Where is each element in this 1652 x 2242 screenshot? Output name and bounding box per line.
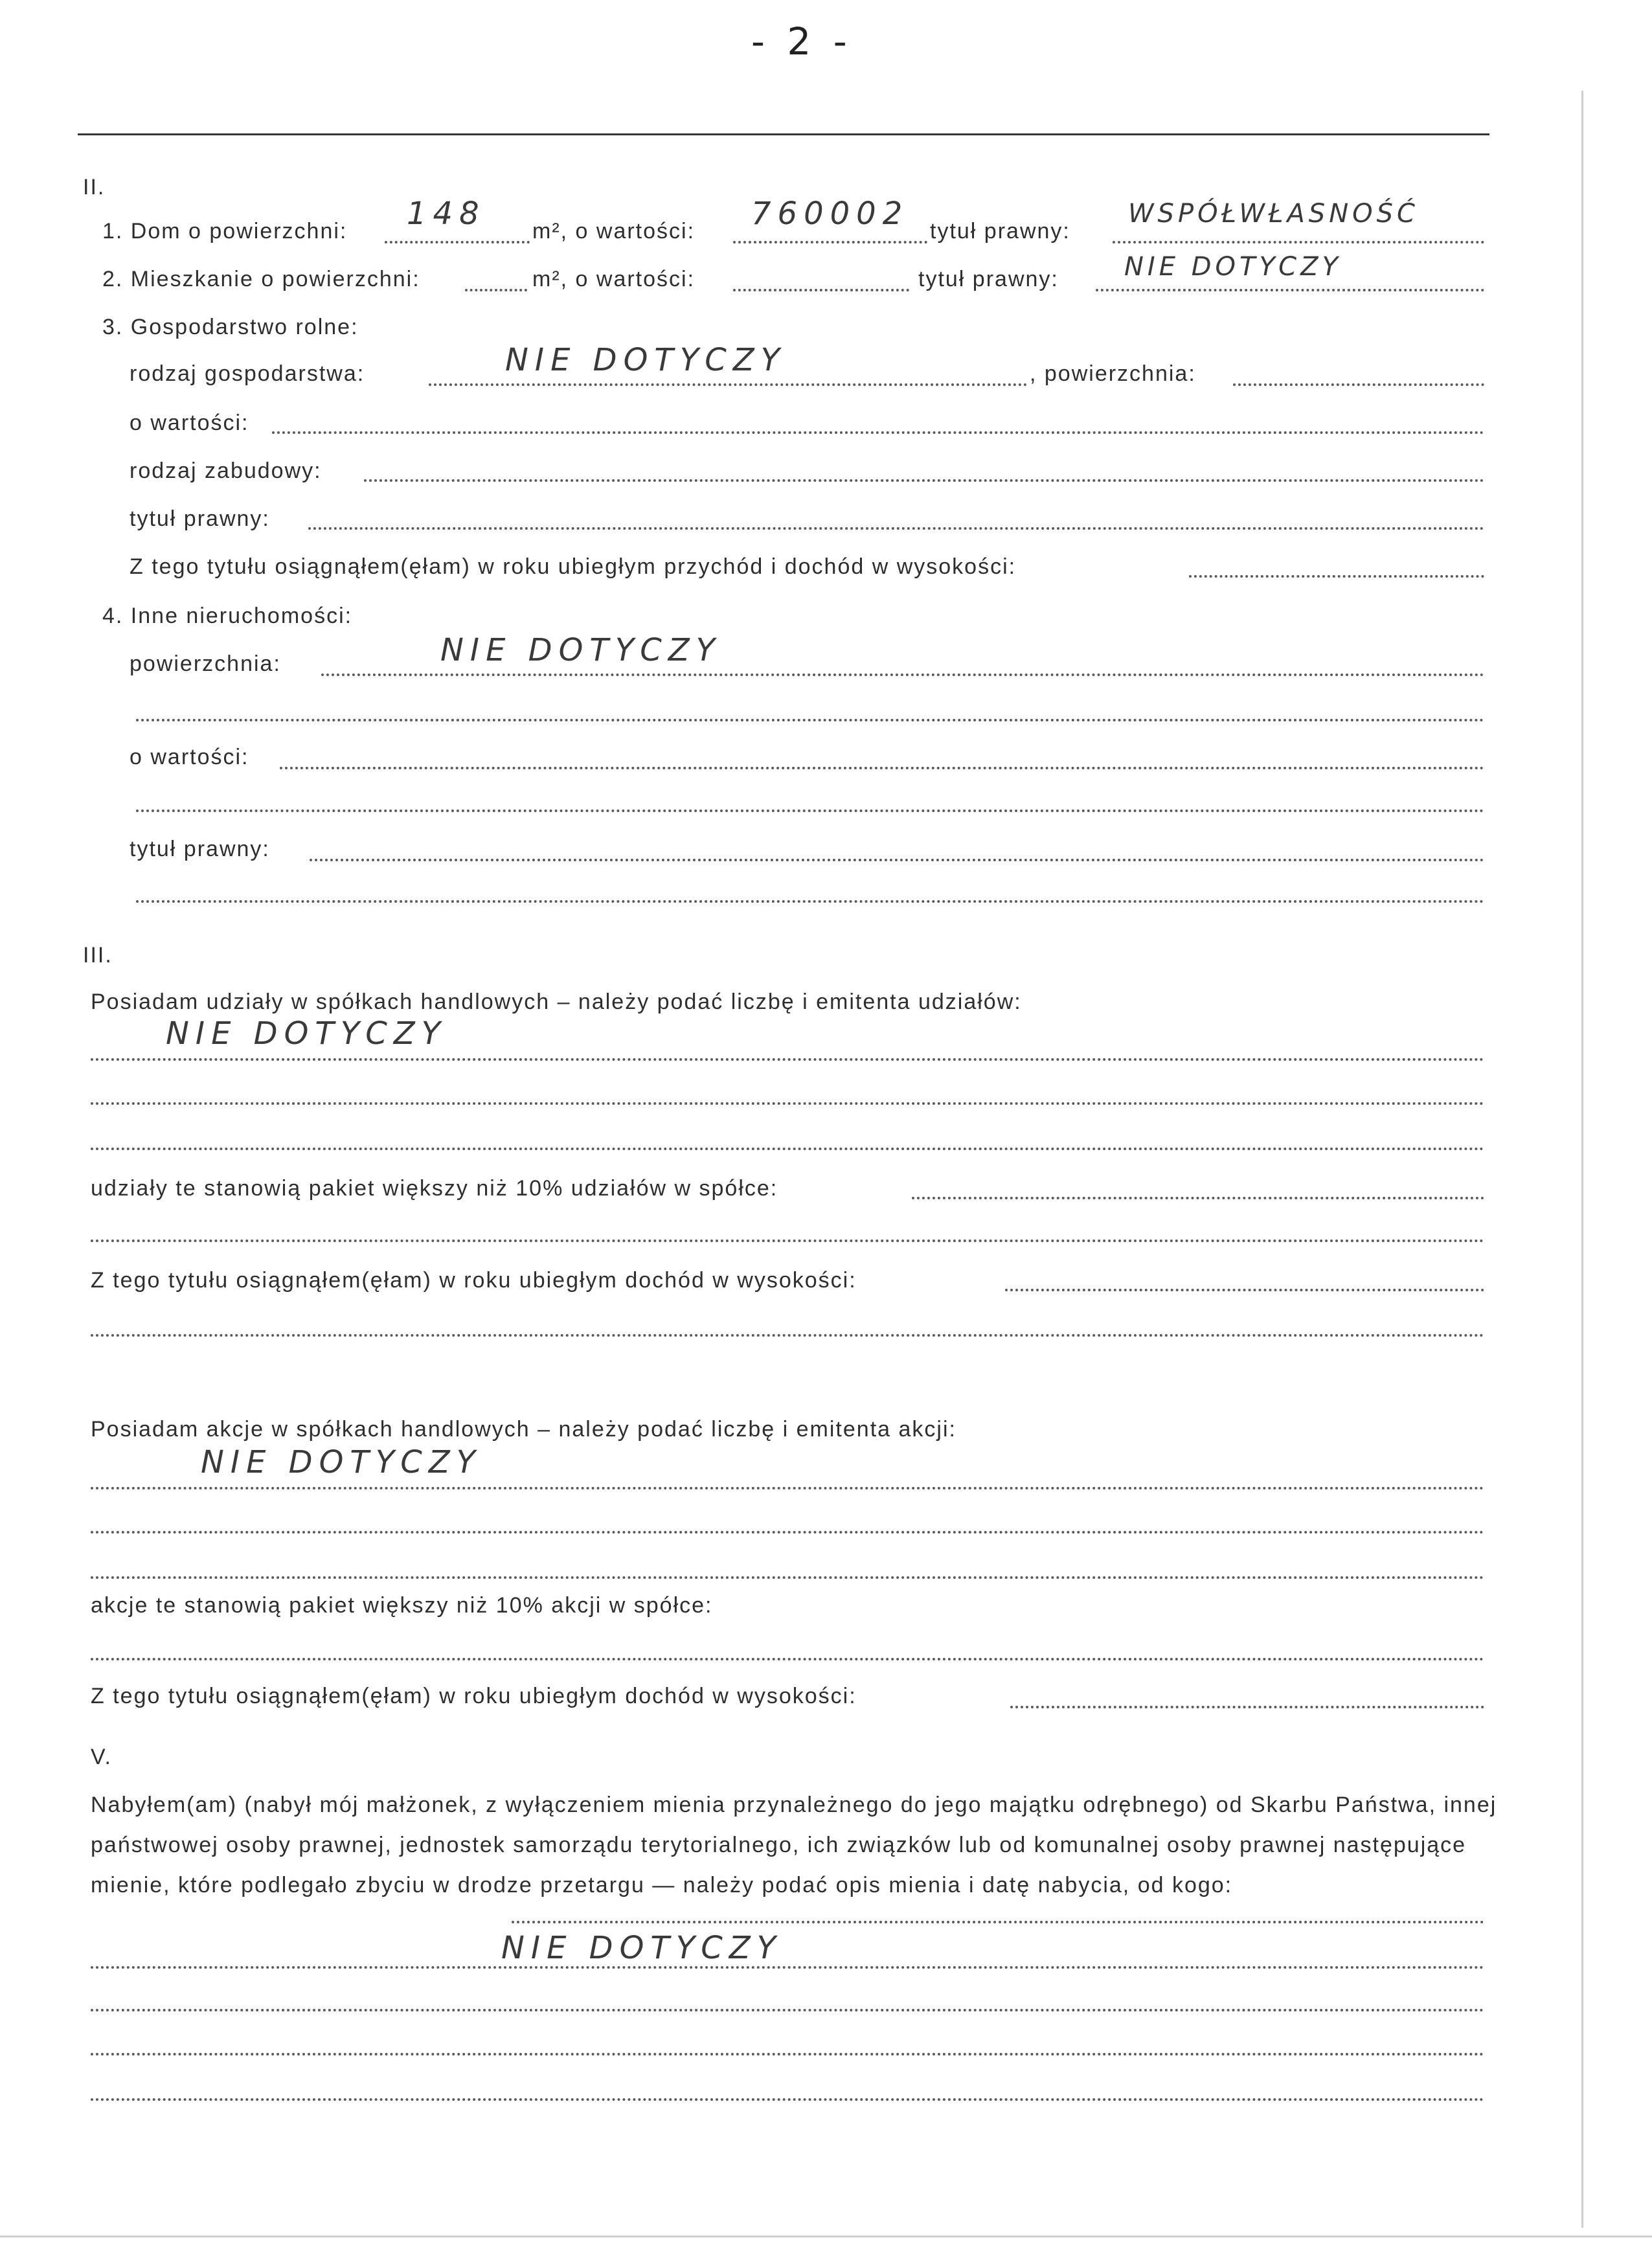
shares-over10-field[interactable] [912,1197,1484,1199]
shares-over10-label: udziały te stanowią pakiet większy niż 10% udziałów w spółce: [91,1176,778,1201]
apartment-title-label: tytuł prawny: [918,267,1059,291]
section-V-field-4[interactable] [91,2053,1484,2055]
farm-buildings-field[interactable] [364,479,1484,482]
other-area-field[interactable] [321,674,1484,676]
section-V-paragraph: Nabyłem(am) (nabył mój małżonek, z wyłączeniem mienia przynależnego do jego majątku odrębnego) od Skarbu Państwa, innej państwowej osoby prawnej, jednostek samorządu terytorialnego, ich związków lub od komunalnej osoby prawnej następujące mienie, które podlegało zbyciu w drodze przetargu — należy podać opis mienia i datę nabycia, od kogo: [91,1793,1497,1897]
apartment-title-field[interactable] [1096,289,1484,291]
other-area-field-2[interactable] [136,719,1484,721]
page-number: - 2 - [751,19,852,63]
shares-income-label: Z tego tytułu osiągnąłem(ęłam) w roku ubiegłym dochód w wysokości: [91,1268,857,1293]
farm-title-field[interactable] [308,527,1484,530]
shares-label: Posiadam udziały w spółkach handlowych – należy podać liczbę i emitenta udziałów: [91,990,1022,1014]
farm-heading: 3. Gospodarstwo rolne: [102,315,359,339]
shares-field[interactable] [91,1058,1484,1061]
apartment-value-field[interactable] [733,289,909,291]
farm-area-label: , powierzchnia: [1030,361,1196,386]
house-value-label: m², o wartości: [532,219,696,243]
section-heading-III: III. [83,943,113,968]
other-value-label: o wartości: [130,745,249,769]
farm-title-label: tytuł prawny: [130,506,270,531]
house-title-label: tytuł prawny: [930,219,1070,243]
shares-field-2[interactable] [91,1102,1484,1105]
stocks-over10-label: akcje te stanowią pakiet większy niż 10% akcji w spółce: [91,1593,713,1618]
house-value: 760002 [751,196,909,232]
house-value-field[interactable] [733,241,927,243]
section-heading-V: V. [91,1745,113,1769]
house-title-value: WSPÓŁWŁASNOŚĆ [1128,199,1419,229]
stocks-label: Posiadam akcje w spółkach handlowych – należy podać liczbę i emitenta akcji: [91,1417,956,1442]
apartment-value-label: m², o wartości: [532,267,696,291]
stocks-value: NIE DOTYCZY [201,1444,482,1480]
section-heading-II: II. [83,175,106,199]
stocks-field-3[interactable] [91,1576,1484,1579]
stocks-field[interactable] [91,1487,1484,1489]
farm-type-value: NIE DOTYCZY [505,342,786,378]
house-area-field[interactable] [385,241,530,243]
farm-type-label: rodzaj gospodarstwa: [130,361,365,386]
farm-income-label: Z tego tytułu osiągnąłem(ęłam) w roku ubiegłym przychód i dochód w wysokości: [130,554,1017,579]
section-V-field-3[interactable] [91,2009,1484,2011]
shares-over10-field-2[interactable] [91,1240,1484,1242]
header-divider [78,133,1489,135]
house-area-value: 148 [407,196,486,232]
shares-income-field-2[interactable] [91,1334,1484,1337]
farm-value-field[interactable] [272,431,1484,434]
farm-income-field[interactable] [1189,575,1484,578]
other-area-value: NIE DOTYCZY [440,632,721,668]
section-V-field-5[interactable] [91,2098,1484,2101]
other-title-label: tytuł prawny: [130,837,270,861]
farm-buildings-label: rodzaj zabudowy: [130,459,322,483]
shares-value: NIE DOTYCZY [166,1015,447,1052]
scan-edge-bottom [0,2236,1652,2237]
house-area-label: 1. Dom o powierzchni: [102,219,348,243]
section-V-value: NIE DOTYCZY [501,1930,782,1966]
section-V-field[interactable] [512,1921,1484,1923]
stocks-income-field[interactable] [1010,1706,1484,1708]
other-value-field-2[interactable] [136,810,1484,812]
other-property-heading: 4. Inne nieruchomości: [102,604,353,628]
farm-area-field[interactable] [1233,383,1484,386]
apartment-title-value: NIE DOTYCZY [1124,252,1342,282]
shares-field-3[interactable] [91,1148,1484,1150]
stocks-field-2[interactable] [91,1531,1484,1534]
farm-value-label: o wartości: [130,411,249,435]
other-value-field[interactable] [280,767,1484,769]
farm-type-field[interactable] [429,383,1027,386]
stocks-income-label: Z tego tytułu osiągnąłem(ęłam) w roku ubiegłym dochód w wysokości: [91,1684,857,1708]
other-title-field-2[interactable] [136,900,1484,903]
shares-income-field[interactable] [1005,1289,1484,1291]
scan-edge-right [1581,91,1583,2228]
apartment-area-field[interactable] [465,289,527,291]
other-title-field[interactable] [310,859,1484,861]
other-area-label: powierzchnia: [130,651,281,676]
house-title-field[interactable] [1113,241,1484,243]
apartment-area-label: 2. Mieszkanie o powierzchni: [102,267,420,291]
stocks-over10-field[interactable] [91,1658,1484,1660]
section-V-field-2[interactable] [91,1966,1484,1969]
